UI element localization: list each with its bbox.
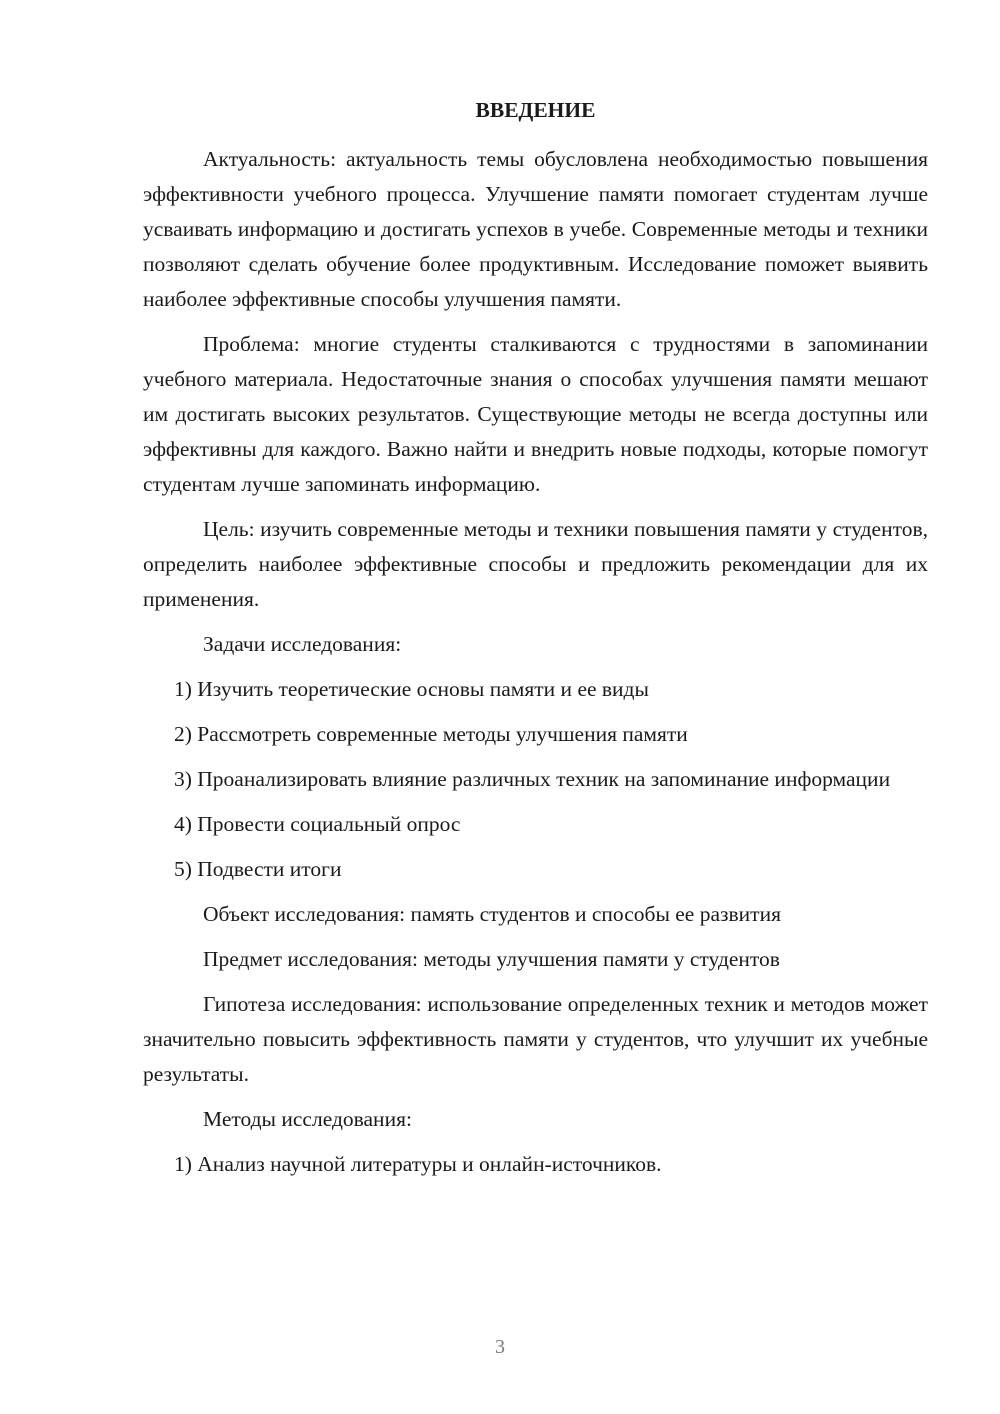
task-item: 3) Проанализировать влияние различных техник на запоминание информации <box>174 767 891 791</box>
paragraph-goal: Цель: изучить современные методы и техники повышения памяти у студентов, определить наиболее эффективные способы и предложить рекомендации для их применения. <box>143 517 928 611</box>
task-item: 4) Провести социальный опрос <box>174 812 461 836</box>
document-body <box>143 142 928 1192</box>
paragraph-problem: Проблема: многие студенты сталкиваются с трудностями в запоминании учебного материала. Недостаточные знания о способах улучшения памяти мешают им достигать высоких результатов. Существующие методы не всегда доступны или эффективны для каждого. Важно найти и внедрить новые подходы, которые помогут студентам лучше запоминать информацию. <box>143 332 928 496</box>
methods-title: Методы исследования: <box>203 1107 412 1131</box>
paragraph-hypothesis: Гипотеза исследования: использование определенных техник и методов может значительно повысить эффективность памяти у студентов, что улучшит их учебные результаты. <box>143 992 928 1086</box>
task-item: 1) Изучить теоретические основы памяти и ее виды <box>174 677 649 701</box>
paragraph-subject: Предмет исследования: методы улучшения памяти у студентов <box>203 947 780 971</box>
method-item: 1) Анализ научной литературы и онлайн-источников. <box>174 1152 662 1176</box>
tasks-title: Задачи исследования: <box>203 632 402 656</box>
paragraph-object: Объект исследования: память студентов и способы ее развития <box>203 902 781 926</box>
task-item: 5) Подвести итоги <box>174 857 342 881</box>
paragraph-relevance: Актуальность: актуальность темы обусловлена необходимостью повышения эффективности учебного процесса. Улучшение памяти помогает студентам лучше усваивать информацию и достигать успехов в учебе. Современные методы и техники позволяют сделать обучение более продуктивным. Исследование поможет выявить наиболее эффективные способы улучшения памяти. <box>143 147 928 311</box>
page-number: 3 <box>495 1336 505 1358</box>
task-item: 2) Рассмотреть современные методы улучшения памяти <box>174 722 688 746</box>
page-title: ВВЕДЕНИЕ <box>475 98 596 122</box>
